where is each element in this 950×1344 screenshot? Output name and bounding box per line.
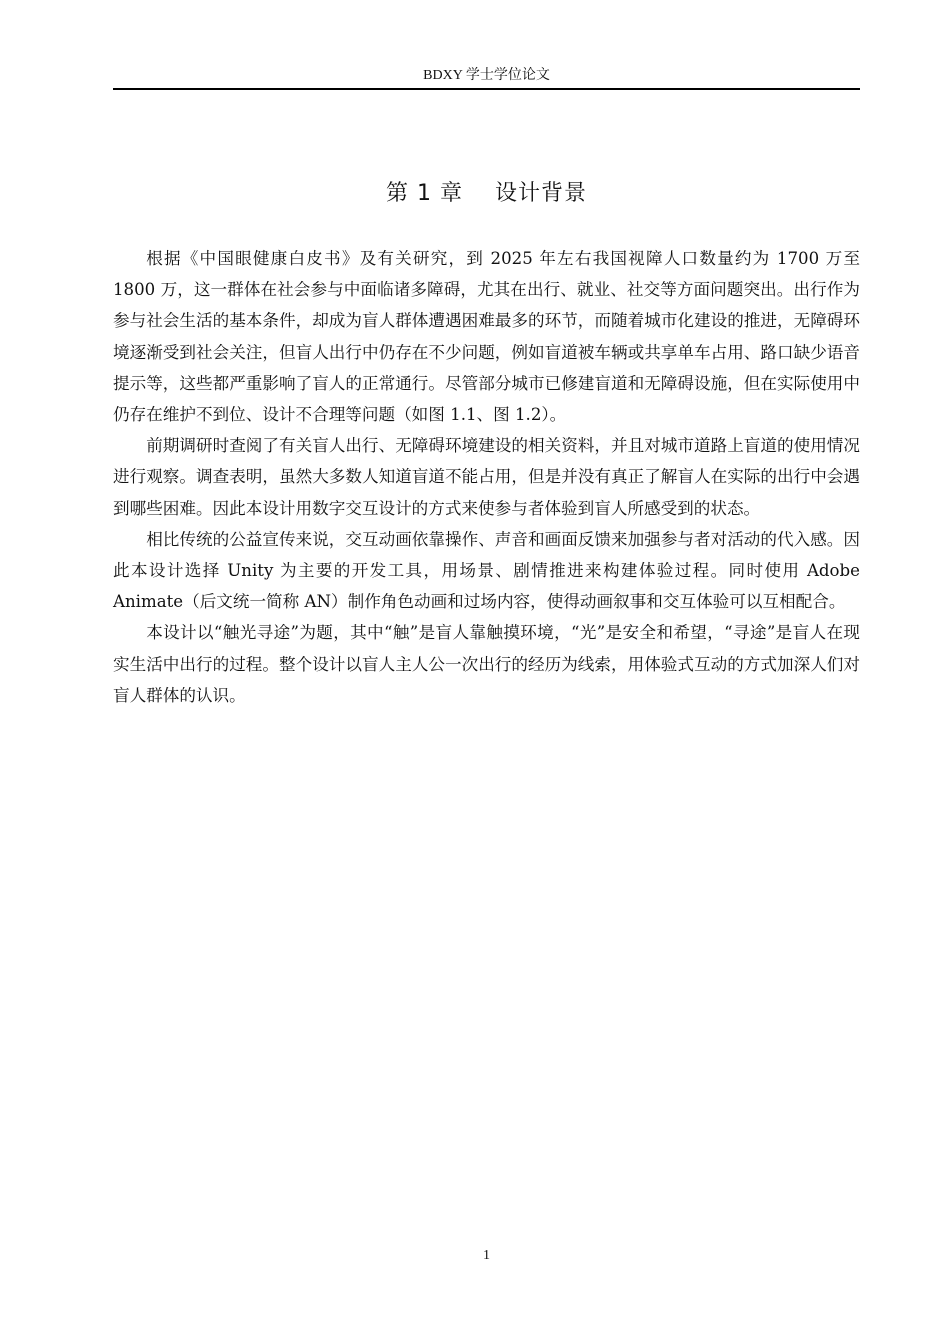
paragraph: 相比传统的公益宣传来说，交互动画依靠操作、声音和画面反馈来加强参与者对活动的代入感。因此本设计选择 Unity 为主要的开发工具，用场景、剧情推进来构建体验过程。同时使用 Adobe Animate（后文统一简称 AN）制作角色动画和过场内容，使得动画叙事和交互体验可以互相配合。 [113, 529, 860, 612]
header-divider [113, 88, 860, 90]
running-header: BDXY 学士学位论文 [423, 68, 550, 83]
paragraph: 根据《中国眼健康白皮书》及有关研究，到 2025 年左右我国视障人口数量约为 1700 万至 1800 万，这一群体在社会参与中面临诸多障碍，尤其在出行、就业、社交等方面问题突出。出行作为参与社会生活的基本条件，却成为盲人群体遭遇困难最多的环节，而随着城市化建设的推进，无障碍环境逐渐受到社会关注，但盲人出行中仍存在不少问题，例如盲道被车辆或共享单车占用、路口缺少语音提示等，这些都严重影响了盲人的正常通行。尽管部分城市已修建盲道和无障碍设施，但在实际使用中仍存在维护不到位、设计不合理等问题（如图 1.1、图 1.2）。 [113, 249, 860, 425]
paragraph: 前期调研时查阅了有关盲人出行、无障碍环境建设的相关资料，并且对城市道路上盲道的使用情况进行观察。调查表明，虽然大多数人知道盲道不能占用，但是并没有真正了解盲人在实际的出行中会遇到哪些困难。因此本设计用数字交互设计的方式来使参与者体验到盲人所感受到的状态。 [113, 436, 860, 518]
page-number: 1 [483, 1248, 490, 1263]
chapter-title: 第 1 章 设计背景 [386, 181, 587, 206]
body-text [113, 243, 860, 711]
paragraph: 本设计以“触光寻途”为题，其中“触”是盲人靠触摸环境，“光”是安全和希望，“寻途”是盲人在现实生活中出行的过程。整个设计以盲人主人公一次出行的经历为线索，用体验式互动的方式加深人们对盲人群体的认识。 [113, 623, 860, 705]
